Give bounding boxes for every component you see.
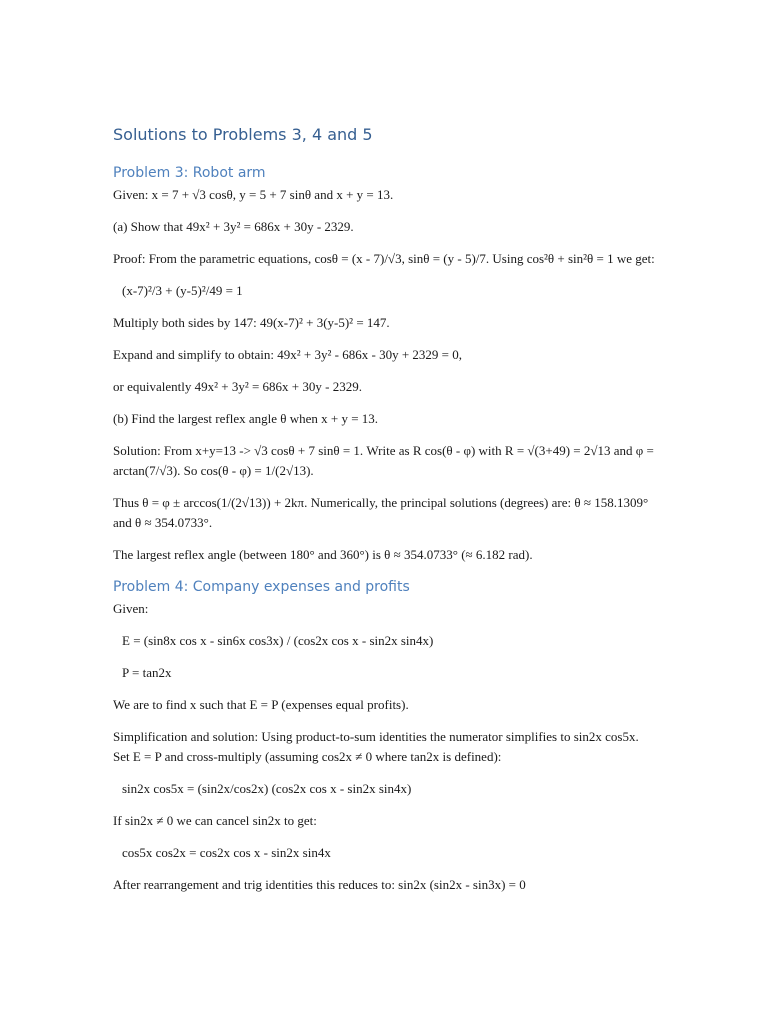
problem-3-proof: Proof: From the parametric equations, cosθ = (x - 7)/√3, sinθ = (y - 5)/7. Using cos²θ + sin²θ = 1 we get: [113,251,655,266]
problem-4-cancelled-equation: cos5x cos2x = cos2x cos x - sin2x sin4x [122,845,331,860]
problem-3-part-b: (b) Find the largest reflex angle θ when x + y = 13. [113,411,379,426]
problem-4-reduction: After rearrangement and trig identities this reduces to: sin2x (sin2x - sin3x) = 0 [113,877,526,892]
problem-3-heading: Problem 3: Robot arm [113,165,266,181]
problem-3-thus: Thus θ = φ ± arccos(1/(2√13)) + 2kπ. Numerically, the principal solutions (degrees) are: θ ≈ 158.1309° and θ ≈ 354.0733°. [113,495,649,530]
problem-4-cancel: If sin2x ≠ 0 we can cancel sin2x to get: [113,813,317,828]
problem-4-given: Given: [113,601,149,616]
problem-3-expand: Expand and simplify to obtain: 49x² + 3y² - 686x - 30y + 2329 = 0, [113,347,462,362]
problem-4-simplification: Simplification and solution: Using product-to-sum identities the numerator simplifies to sin2x cos5x. Set E = P and cross-multiply (assuming cos2x ≠ 0 where tan2x is defined): [113,729,639,764]
problem-3-largest-angle: The largest reflex angle (between 180° and 360°) is θ ≈ 354.0733° (≈ 6.182 rad). [113,547,533,562]
problem-4-heading: Problem 4: Company expenses and profits [113,579,410,595]
problem-4-cross-multiplied-equation: sin2x cos5x = (sin2x/cos2x) (cos2x cos x - sin2x sin4x) [122,781,412,796]
problem-3-equivalent: or equivalently 49x² + 3y² = 686x + 30y - 2329. [113,379,362,394]
problem-3-given: Given: x = 7 + √3 cosθ, y = 5 + 7 sinθ and x + y = 13. [113,187,394,202]
problem-4-e-definition: E = (sin8x cos x - sin6x cos3x) / (cos2x cos x - sin2x sin4x) [122,633,434,648]
document-title: Solutions to Problems 3, 4 and 5 [113,125,373,144]
problem-3-part-a: (a) Show that 49x² + 3y² = 686x + 30y - 2329. [113,219,354,234]
document-page [113,124,658,907]
problem-4-find: We are to find x such that E = P (expenses equal profits). [113,697,409,712]
problem-3-equation-1: (x-7)²/3 + (y-5)²/49 = 1 [122,283,243,298]
problem-4-p-definition: P = tan2x [122,665,172,680]
problem-3-multiply: Multiply both sides by 147: 49(x-7)² + 3(y-5)² = 147. [113,315,390,330]
problem-3-solution: Solution: From x+y=13 -> √3 cosθ + 7 sinθ = 1. Write as R cos(θ - φ) with R = √(3+49) = 2√13 and φ = arctan(7/√3). So cos(θ - φ) = 1/(2√13). [113,443,654,478]
